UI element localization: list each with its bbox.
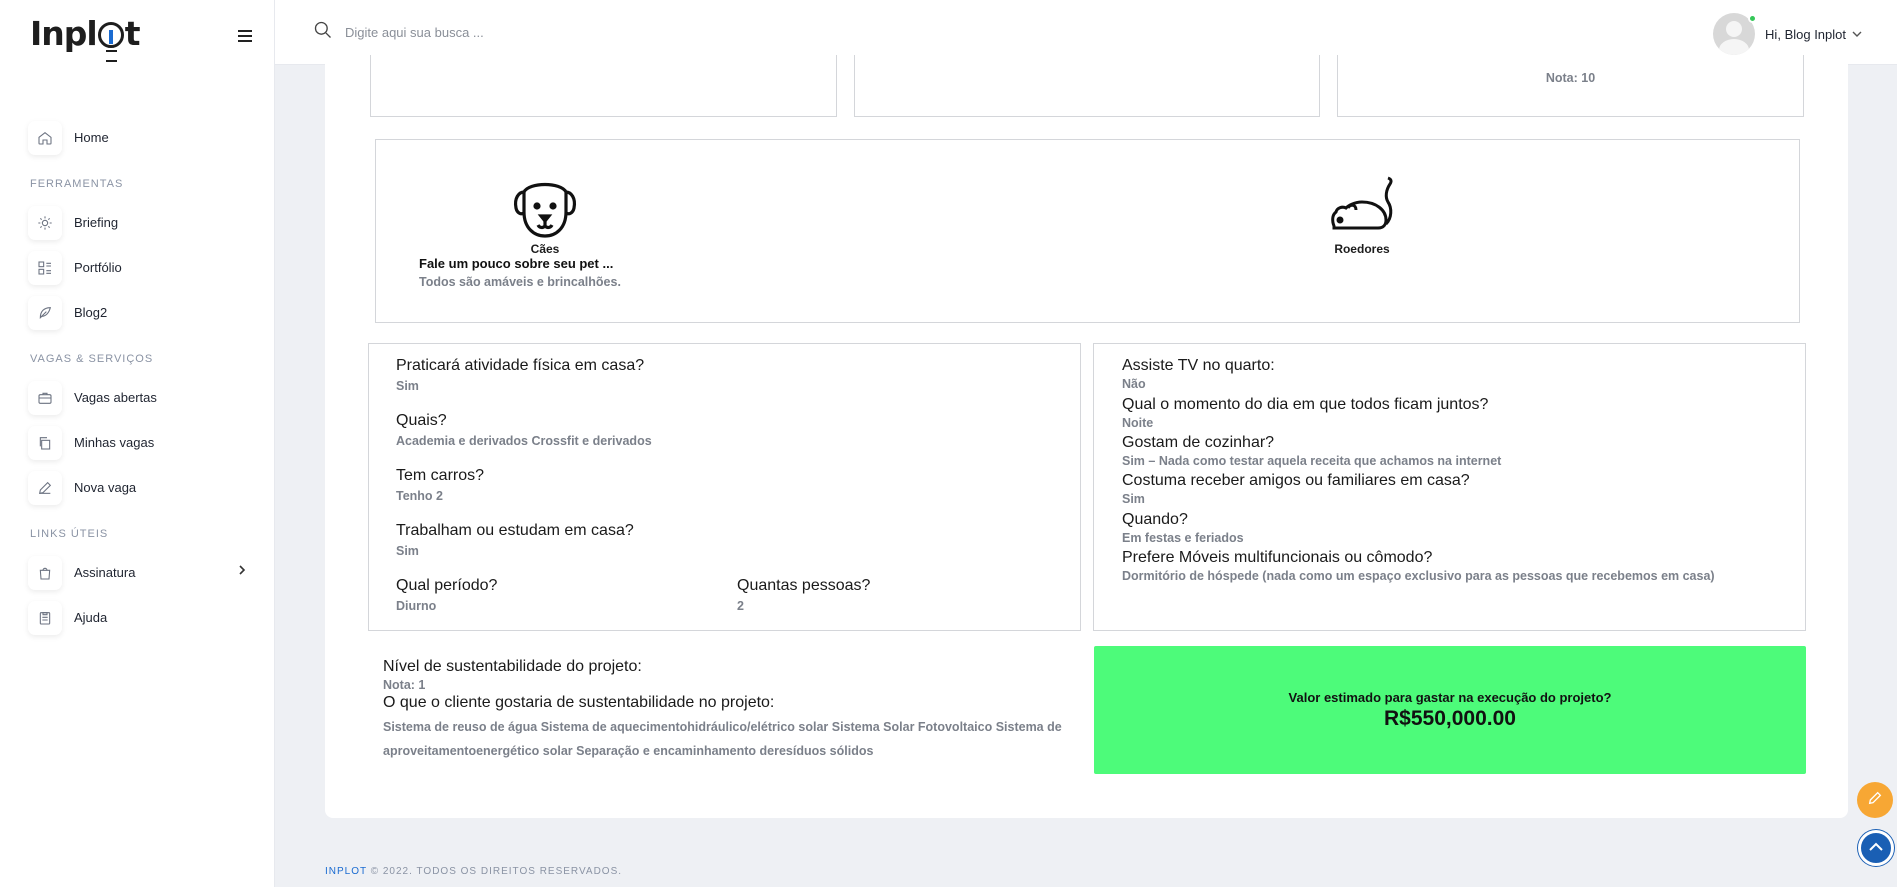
pet-label-dogs: Cães — [530, 242, 560, 256]
answer: 2 — [737, 599, 744, 613]
qa-period — [396, 577, 497, 613]
qa-people-count — [737, 577, 870, 613]
answer: Sim — [1122, 492, 1145, 506]
question: Qual período? — [396, 577, 498, 594]
pencil-icon — [28, 471, 62, 505]
qa-work-study-home — [396, 522, 634, 558]
sidebar-item-label: Briefing — [74, 215, 119, 230]
nav-section-tools: FERRAMENTAS — [30, 178, 124, 190]
search-icon[interactable] — [313, 20, 333, 45]
edit-fab-button[interactable] — [1857, 782, 1893, 818]
sidebar-item-open-jobs[interactable] — [0, 375, 275, 420]
user-greeting: Hi, Blog Inplot — [1765, 26, 1846, 42]
nav-section-jobs: VAGAS & SERVIÇOS — [30, 353, 154, 365]
answer: Noite — [1122, 416, 1154, 430]
lifestyle-panel-right — [1093, 343, 1806, 631]
qa-cooking — [1122, 434, 1501, 468]
chevron-down-icon[interactable] — [1852, 25, 1862, 43]
footer-brand[interactable]: INPLOT — [325, 866, 367, 877]
sidebar-item-label: Minhas vagas — [74, 435, 155, 450]
question: Trabalham ou estudam em casa? — [396, 522, 634, 539]
sidebar-item-my-jobs[interactable] — [0, 420, 275, 465]
qa-tv-bedroom — [1122, 357, 1275, 391]
dog-icon — [506, 174, 584, 238]
sidebar-item-home[interactable] — [0, 115, 275, 160]
sidebar-item-portfolio[interactable] — [0, 245, 275, 290]
answer: Sim – Nada como testar aquela receita que achamos na internet — [1122, 454, 1502, 468]
pet-answer: Todos são amáveis e brincalhões. — [419, 275, 621, 289]
logo[interactable]: Inpl t — [30, 14, 140, 53]
user-name: Blog Inplot — [1784, 26, 1846, 42]
budget-value: R$550,000.00 — [1384, 706, 1516, 730]
pencil-icon — [1867, 790, 1883, 811]
question: Quais? — [396, 412, 447, 429]
sidebar-item-label: Vagas abertas — [74, 390, 157, 405]
home-icon — [28, 121, 62, 155]
question: Praticará atividade física em casa? — [396, 357, 645, 374]
search-bar — [313, 20, 645, 45]
top-card-2 — [854, 55, 1320, 117]
answer: Em festas e feriados — [1122, 531, 1244, 545]
top-card-3 — [1337, 55, 1804, 117]
portfolio-icon — [28, 251, 62, 285]
answer: Nota: 1 — [383, 678, 426, 692]
sidebar — [0, 0, 275, 887]
question: Tem carros? — [396, 467, 485, 484]
answer: Academia e derivados Crossfit e derivados — [396, 434, 652, 448]
lightbulb-icon — [98, 22, 124, 48]
qa-together-moment — [1122, 396, 1488, 430]
sidebar-item-blog2[interactable] — [0, 290, 275, 335]
sidebar-item-new-job[interactable] — [0, 465, 275, 510]
bag-icon — [28, 556, 62, 590]
search-input[interactable] — [345, 25, 645, 40]
sidebar-item-label: Home — [74, 130, 109, 145]
qa-cars — [396, 467, 484, 503]
answer: Sim — [396, 379, 419, 393]
sidebar-item-subscription[interactable] — [0, 550, 275, 595]
cut-text-fragment — [1518, 47, 1678, 55]
clipboard-icon — [28, 601, 62, 635]
question: Assiste TV no quarto: — [1122, 357, 1275, 374]
sidebar-item-label: Ajuda — [74, 610, 108, 625]
answer: Dormitório de hóspede (nada como um espaço exclusivo para as pessoas que recebemos em casa) — [1122, 569, 1715, 583]
question: Prefere Móveis multifuncionais ou cômodo? — [1122, 549, 1433, 566]
sun-icon — [28, 206, 62, 240]
sidebar-nav — [0, 115, 275, 640]
online-status-dot — [1748, 14, 1757, 23]
files-icon — [28, 426, 62, 460]
question: Gostam de cozinhar? — [1122, 434, 1275, 451]
sidebar-item-label: Nova vaga — [74, 480, 137, 495]
feather-icon — [28, 296, 62, 330]
footer — [325, 866, 622, 877]
chevron-right-icon[interactable] — [237, 564, 247, 579]
answer: Diurno — [396, 599, 437, 613]
rodent-icon — [1326, 168, 1398, 240]
sidebar-item-label: Portfólio — [74, 260, 122, 275]
answer: Sim — [396, 544, 419, 558]
scroll-top-button[interactable] — [1858, 830, 1894, 866]
budget-label: Valor estimado para gastar na execução do projeto? — [1288, 689, 1612, 705]
question: Quando? — [1122, 511, 1188, 528]
pets-panel — [375, 139, 1800, 323]
sidebar-item-briefing[interactable] — [0, 200, 275, 245]
lifestyle-panel-left — [368, 343, 1081, 631]
menu-toggle-icon[interactable] — [238, 30, 252, 45]
budget-panel — [1094, 646, 1806, 774]
question: Nível de sustentabilidade do projeto: — [383, 658, 642, 675]
qa-receive-guests — [1122, 472, 1470, 506]
question: Qual o momento do dia em que todos ficam juntos? — [1122, 396, 1489, 413]
qa-physical-activity — [396, 357, 644, 393]
pet-label-rodents: Roedores — [1334, 242, 1390, 256]
briefing-card — [325, 55, 1848, 818]
question: O que o cliente gostaria de sustentabilidade no projeto: — [383, 694, 775, 711]
briefcase-icon — [28, 381, 62, 415]
question: Costuma receber amigos ou familiares em casa? — [1122, 472, 1470, 489]
sidebar-item-label: Blog2 — [74, 305, 108, 320]
qa-which — [396, 412, 652, 448]
top-card-rating: Nota: 10 — [1545, 71, 1596, 85]
top-card-1 — [370, 55, 837, 117]
answer: Não — [1122, 377, 1146, 391]
sidebar-item-help[interactable] — [0, 595, 275, 640]
footer-copyright: © 2022. TODOS OS DIREITOS RESERVADOS. — [370, 866, 623, 877]
user-menu[interactable] — [1713, 13, 1862, 55]
qa-furniture — [1122, 549, 1715, 583]
nav-section-links: LINKS ÚTEIS — [30, 528, 109, 540]
answer: Tenho 2 — [396, 489, 443, 503]
brand — [0, 0, 274, 67]
pet-question: Fale um pouco sobre seu pet ... — [419, 256, 614, 271]
chevron-up-icon — [1869, 839, 1883, 857]
sidebar-item-label: Assinatura — [74, 565, 136, 580]
qa-when — [1122, 511, 1244, 545]
question: Quantas pessoas? — [737, 577, 871, 594]
answer: Sistema de reuso de água Sistema de aquecimentohidráulico/elétrico solar Sistema Solar Fotovoltaico Sistema de aproveitamentoenergético solar Separação e encaminhamento deresíduos sólidos — [383, 720, 1062, 758]
